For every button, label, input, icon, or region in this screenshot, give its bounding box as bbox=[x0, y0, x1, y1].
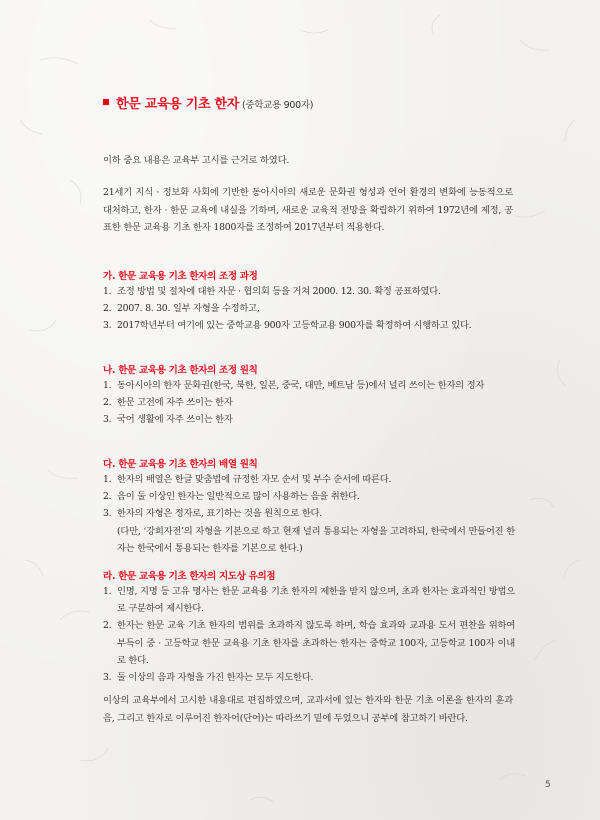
heading-bullet-icon bbox=[103, 99, 109, 105]
section-title-na: 나. 한문 교육용 기초 한자의 조정 원칙 bbox=[103, 365, 258, 376]
page-heading bbox=[103, 93, 523, 112]
section-list-ra bbox=[103, 583, 515, 686]
list-item: 2. 2007. 8. 30. 일부 자형을 수정하고, bbox=[103, 303, 260, 315]
section-title-ra: 라. 한문 교육용 기초 한자의 지도상 유의점 bbox=[103, 571, 276, 582]
section-list-na bbox=[103, 377, 515, 429]
section-list-ga bbox=[103, 283, 515, 335]
heading-title: 한문 교육용 기초 한자 bbox=[116, 97, 239, 112]
list-item: 1. 한자의 배열은 한글 맞춤법에 규정한 자모 순서 및 부수 순서에 따른다. bbox=[103, 474, 392, 485]
overview-paragraph: 21세기 지식 · 정보화 사회에 기반한 동아시아의 새로운 문화권 형성과 언어 환경의 변화에 능동적으로 대처하고, 한자 · 한문 교육에 내실을 기하며, 새로운 교육적 전망을 확립하기 위하여 1972년에 제정, 공표한 한문 교육용 기초 한자 1800자를 조정하여 2017년부터 적용한다. bbox=[103, 187, 513, 233]
list-item-note: (다만, ‘강희자전’의 자형을 기본으로 하고 현재 널리 통용되는 자형을 고려하되, 한국에서 만들어진 한자는 한국에서 통용되는 한자를 기본으로 한다.) bbox=[117, 525, 515, 554]
section-title-ga: 가. 한문 교육용 기초 한자의 조정 과정 bbox=[103, 271, 258, 282]
intro-paragraph: 이하 중요 내용은 교육부 고시를 근거로 하였다. bbox=[103, 155, 290, 166]
list-item: 1. 인명, 지명 등 고유 명사는 한문 교육용 기초 한자의 제한을 받지 않으며, 초과 한자는 효과적인 방법으로 구분하여 제시한다. bbox=[103, 586, 515, 615]
list-item: 3. 둘 이상의 음과 자형을 가진 한자는 모두 지도한다. bbox=[103, 672, 314, 684]
heading-subtitle: (중학교용 900자) bbox=[242, 100, 314, 111]
list-item: 3. 국어 생활에 자주 쓰이는 한자 bbox=[103, 414, 233, 426]
section-title-da: 다. 한문 교육용 기초 한자의 배열 원칙 bbox=[103, 459, 258, 470]
list-item: 2. 한자는 한문 교육 기초 한자의 범위를 초과하지 않도록 하며, 학습 효과와 교과용 도서 편찬을 위하여 부득이 중 · 고등학교 한문 교육용 기초 한자를 초과하는 한자는 중학교 100자, 고등학교 100자 이내로 한다. bbox=[103, 620, 515, 666]
list-item: 3. 한자의 자형은 정자로, 표기하는 것을 원칙으로 한다. bbox=[103, 508, 322, 520]
list-item: 2. 음이 둘 이상인 한자는 일반적으로 많이 사용하는 음을 취한다. bbox=[103, 491, 360, 503]
closing-paragraph: 이상의 교육부에서 고시한 내용대로 편집하였으며, 교과서에 있는 한자와 한문 기초 이론을 한자의 훈과 음, 그리고 한자로 이루어진 한자어(단어)는 따라쓰기 밑에 두었으니 공부에 참고하기 바란다. bbox=[103, 695, 513, 724]
list-item: 1. 조정 방법 및 절차에 대한 자문 · 협의회 등을 거쳐 2000. 12. 30. 확정 공표하였다. bbox=[103, 286, 441, 297]
section-list-da bbox=[103, 471, 515, 557]
list-item: 2. 한문 고전에 자주 쓰이는 한자 bbox=[103, 397, 233, 409]
list-item: 3. 2017학년부터 여기에 있는 중학교용 900자 고등학교용 900자를 확정하여 시행하고 있다. bbox=[103, 320, 472, 332]
list-item: 1. 동아시아의 한자 문화권(한국, 북한, 일본, 중국, 대만, 베트남 등)에서 널리 쓰이는 한자의 정자 bbox=[103, 380, 485, 391]
page-number: 5 bbox=[545, 780, 551, 790]
